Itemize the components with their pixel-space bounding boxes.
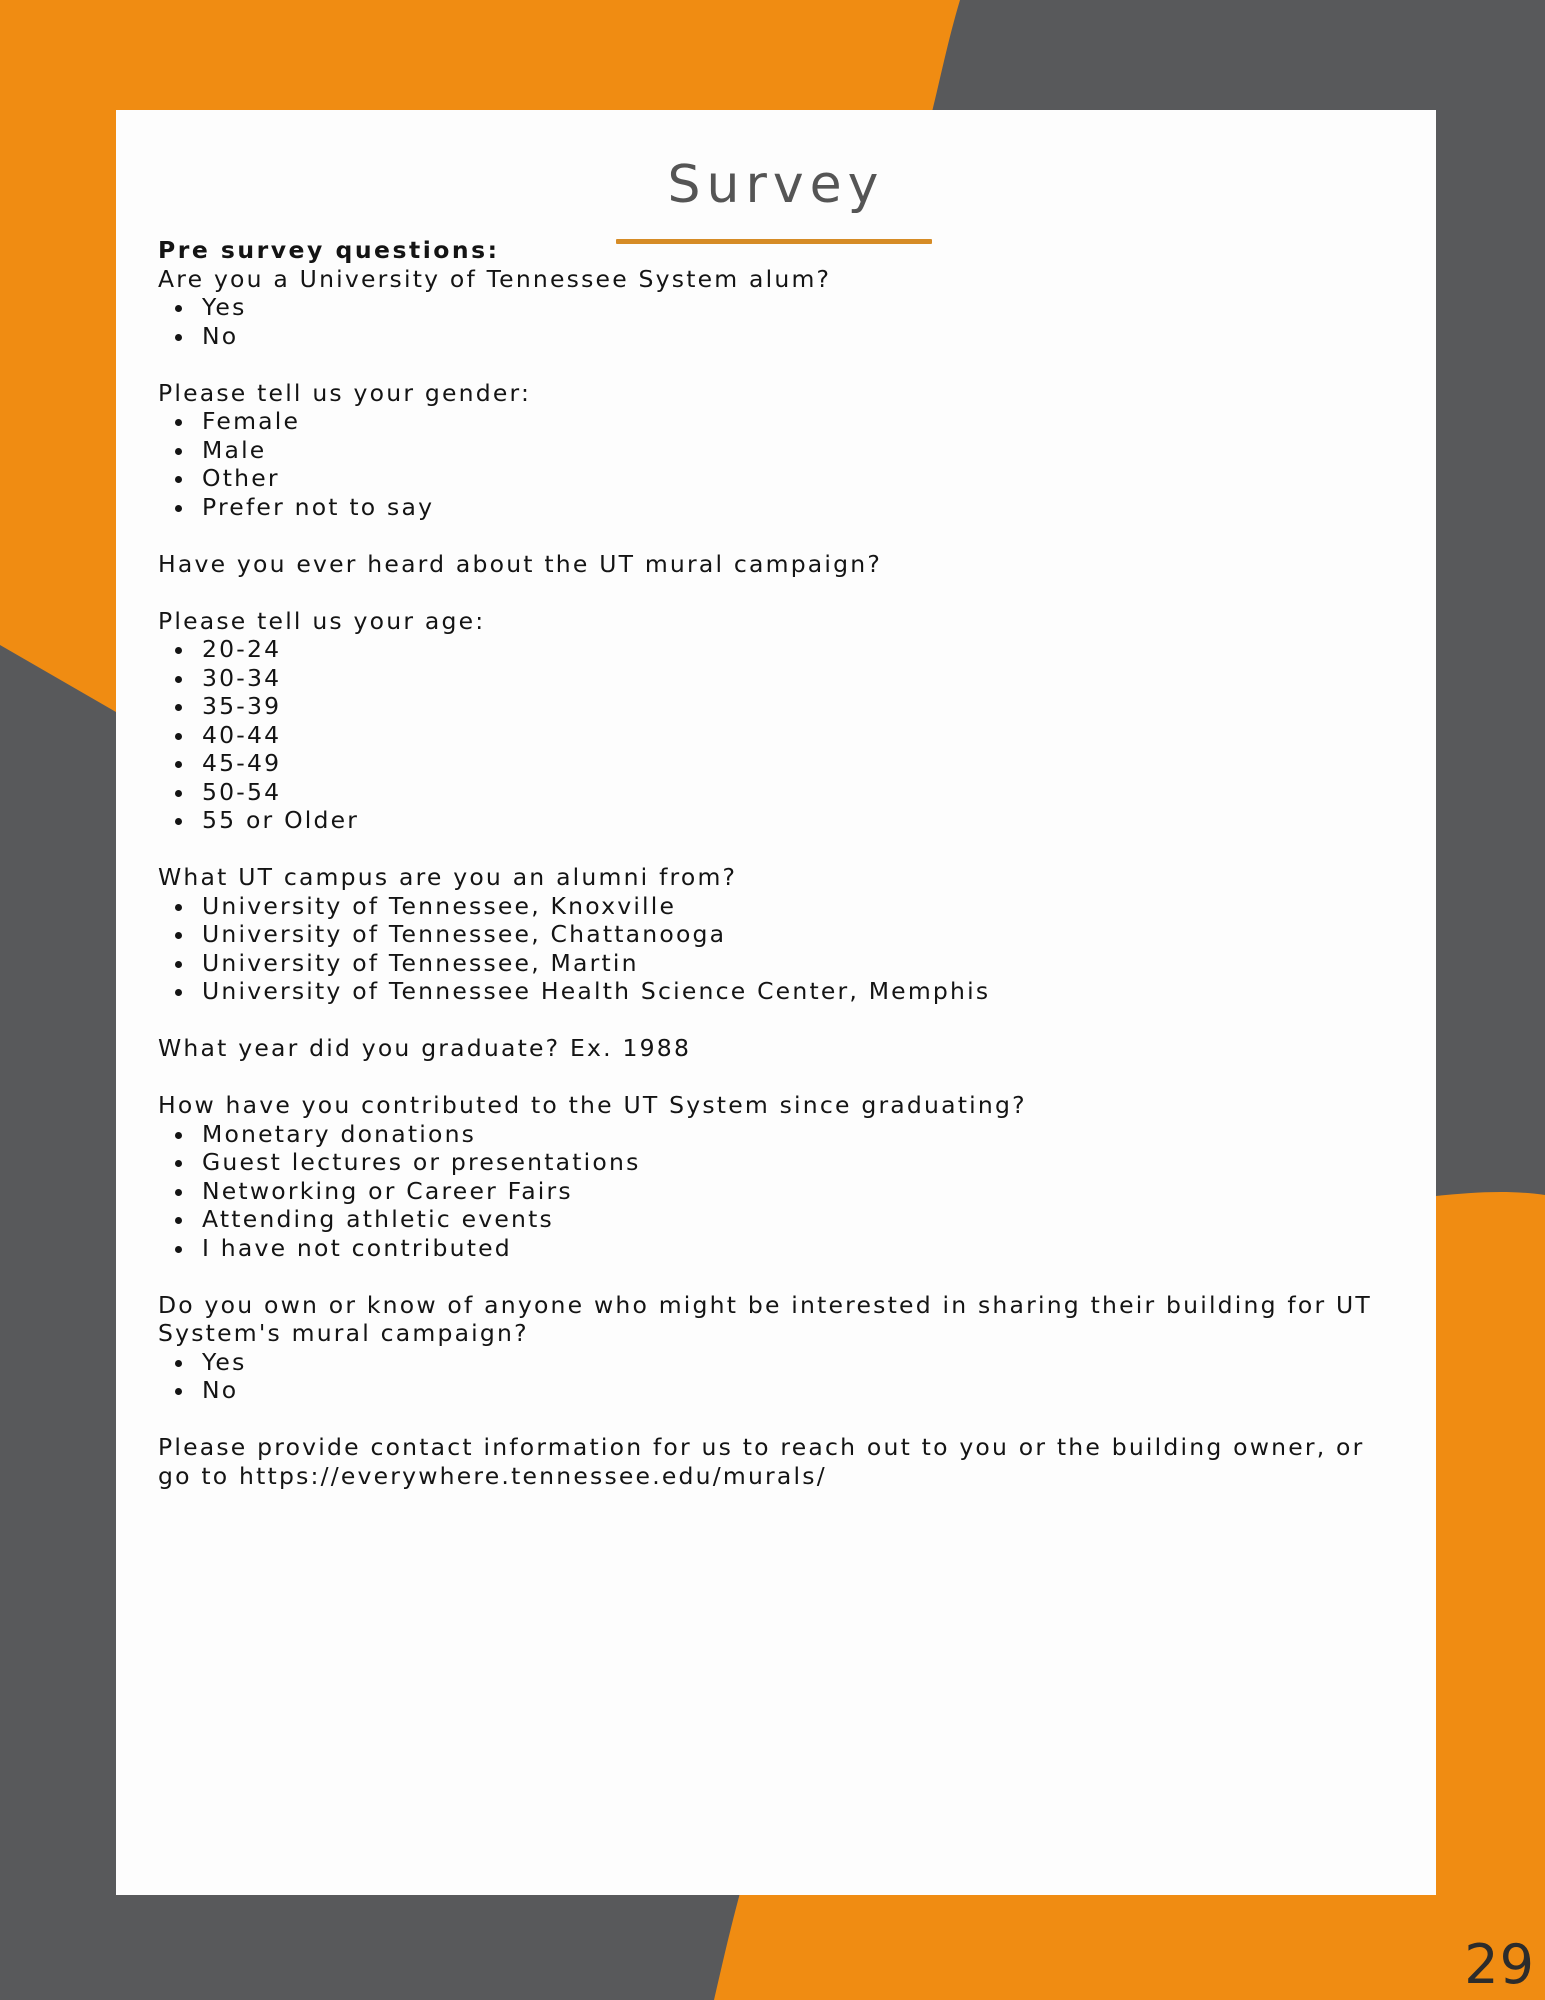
list-item: Yes: [202, 293, 1396, 322]
survey-page-card: [116, 110, 1436, 1895]
options-age: [158, 635, 1396, 835]
list-item: 35-39: [202, 692, 1396, 721]
list-item: I have not contributed: [202, 1234, 1396, 1263]
question-mural-campaign: Have you ever heard about the UT mural campaign?: [158, 549, 883, 578]
options-campus: [158, 892, 1396, 1006]
list-item: 50-54: [202, 778, 1396, 807]
list-item: No: [202, 1376, 1396, 1405]
list-item: Male: [202, 436, 1396, 465]
list-item: Yes: [202, 1348, 1396, 1377]
orange-shape-bottom: [714, 1893, 1545, 2000]
list-item: 55 or Older: [202, 806, 1396, 835]
question-graduation-year: What year did you graduate? Ex. 1988: [158, 1034, 692, 1062]
page-number: 29: [1464, 1933, 1535, 1996]
survey-content: [158, 236, 1396, 1490]
question-age: Please tell us your age:: [158, 606, 486, 635]
list-item: Monetary donations: [202, 1120, 1396, 1149]
list-item: Prefer not to say: [202, 493, 1396, 522]
question-building-share: Do you own or know of anyone who might be interested in sharing their building for UT System's mural campaign?: [158, 1290, 1372, 1347]
question-gender: Please tell us your gender:: [158, 378, 532, 407]
list-item: University of Tennessee, Chattanooga: [202, 920, 1396, 949]
options-alum: [158, 293, 1396, 350]
list-item: Other: [202, 464, 1396, 493]
question-contribution: How have you contributed to the UT System since graduating?: [158, 1091, 1027, 1119]
list-item: University of Tennessee, Martin: [202, 949, 1396, 978]
question-contact-info: Please provide contact information for us to reach out to you or the building owner, or go to https://everywhere.tennessee.edu/murals/: [158, 1433, 1365, 1490]
list-item: Attending athletic events: [202, 1205, 1396, 1234]
list-item: University of Tennessee Health Science Center, Memphis: [202, 977, 1396, 1006]
options-gender: [158, 407, 1396, 521]
list-item: 45-49: [202, 749, 1396, 778]
list-item: University of Tennessee, Knoxville: [202, 892, 1396, 921]
list-item: 40-44: [202, 721, 1396, 750]
list-item: 30-34: [202, 664, 1396, 693]
options-contribution: [158, 1120, 1396, 1263]
question-campus: What UT campus are you an alumni from?: [158, 863, 738, 891]
page-title: Survey: [667, 155, 885, 215]
orange-shape-right: [1436, 1192, 1545, 2000]
question-alum: Are you a University of Tennessee System alum?: [158, 264, 832, 293]
list-item: 20-24: [202, 635, 1396, 664]
section-heading: Pre survey questions:: [158, 236, 500, 264]
list-item: Female: [202, 407, 1396, 436]
options-building-share: [158, 1348, 1396, 1405]
list-item: Guest lectures or presentations: [202, 1148, 1396, 1177]
list-item: No: [202, 322, 1396, 351]
list-item: Networking or Career Fairs: [202, 1177, 1396, 1206]
